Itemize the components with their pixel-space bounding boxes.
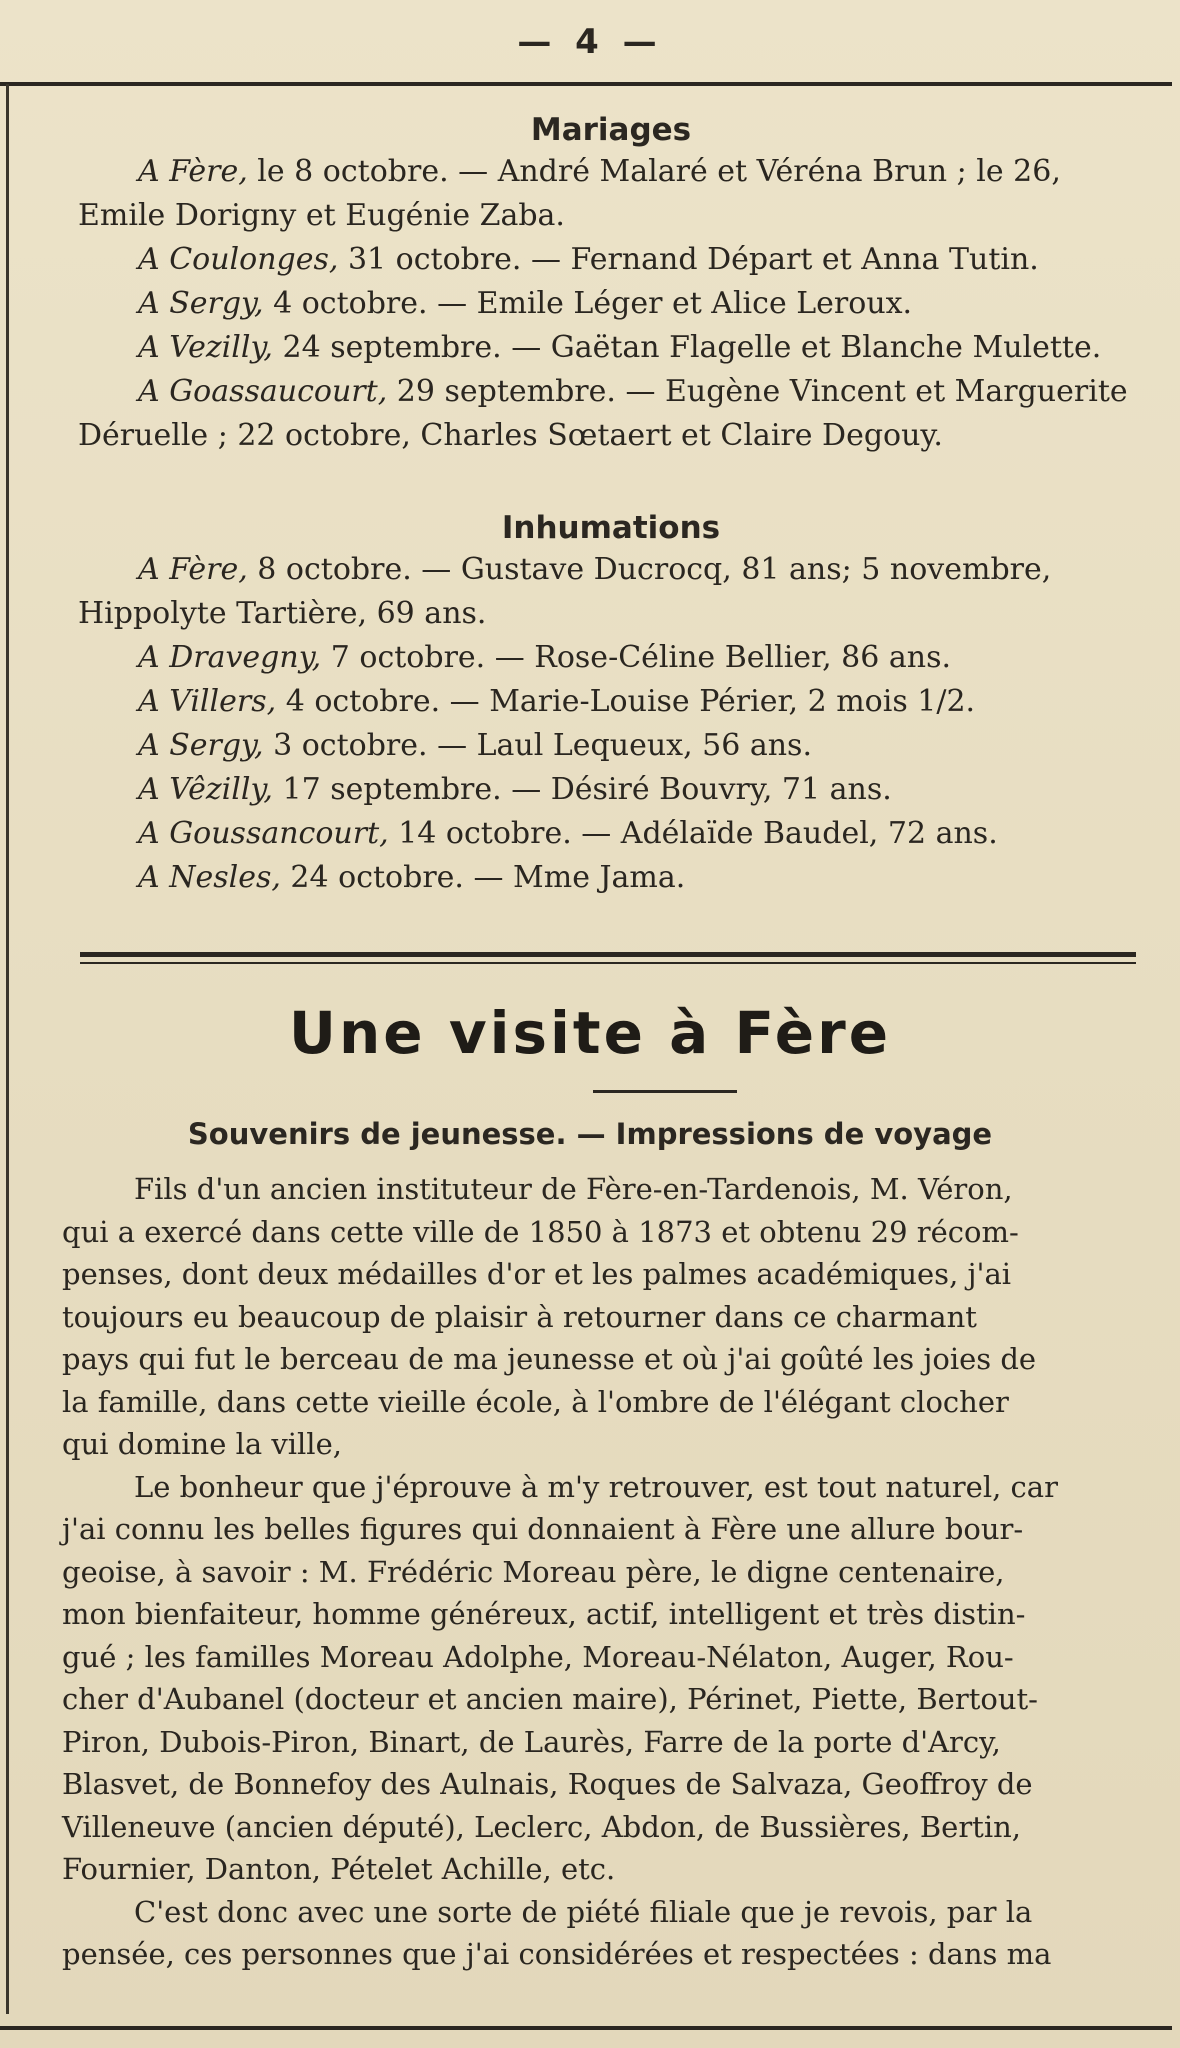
mariage-entry-text: Emile Dorigny et Eugénie Zaba. <box>78 198 565 233</box>
top-rule <box>0 82 1172 86</box>
inhumation-entry-text: 24 octobre. — Mme Jama. <box>280 860 686 895</box>
inhumation-entry-text: Hippolyte Tartière, 69 ans. <box>78 596 487 631</box>
article-text-line: geoise, à savoir : M. Frédéric Moreau père, le digne centenaire, <box>62 1554 1005 1589</box>
article-body <box>62 1168 1144 1976</box>
mariage-entry-line <box>78 238 1144 282</box>
inhumations-section <box>78 508 1144 900</box>
mariage-entry-line <box>78 326 1144 370</box>
inhumation-place-name: A Sergy, <box>138 728 264 763</box>
inhumation-entry-line <box>78 548 1144 592</box>
mariage-place-name: A Fère, <box>138 154 248 189</box>
article-text-line: C'est donc avec une sorte de piété filiale que je revois, par la <box>134 1894 1033 1929</box>
inhumation-entry-line <box>78 856 1144 900</box>
mariages-heading: Mariages <box>530 112 692 148</box>
mariages-section <box>78 110 1144 458</box>
mariage-entry-line <box>78 282 1144 326</box>
inhumation-place-name: A Goussancourt, <box>138 816 389 851</box>
title-underline <box>593 1090 737 1093</box>
article-text-line: la famille, dans cette vieille école, à l'ombre de l'élégant clocher <box>62 1384 1009 1419</box>
inhumation-entry-text: 7 octobre. — Rose-Céline Bellier, 86 ans. <box>321 640 952 675</box>
inhumation-entry-line <box>78 592 1144 636</box>
article-text-line: Villeneuve (ancien député), Leclerc, Abdon, de Bussières, Bertin, <box>62 1809 1022 1844</box>
inhumation-entry-text: 17 septembre. — Désiré Bouvry, 71 ans. <box>272 772 892 807</box>
mariage-place-name: A Sergy, <box>138 286 264 321</box>
mariage-entry-text: Déruelle ; 22 octobre, Charles Sœtaert et Claire Degouy. <box>78 418 943 453</box>
mariage-place-name: A Coulonges, <box>138 242 339 277</box>
inhumation-entry-text: 3 octobre. — Laul Lequeux, 56 ans. <box>263 728 812 763</box>
section-divider <box>80 952 1136 964</box>
article-text-line: Fournier, Danton, Pételet Achille, etc. <box>62 1852 616 1886</box>
inhumation-place-name: A Dravegny, <box>138 640 322 675</box>
inhumation-entry-line <box>78 768 1144 812</box>
page-number: — 4 — <box>517 22 663 62</box>
mariage-entry-text: 31 octobre. — Fernand Départ et Anna Tutin. <box>338 242 1039 277</box>
article-text-line: penses, dont deux médailles d'or et les palmes académiques, j'ai <box>62 1257 1012 1291</box>
article-text-line: mon bienfaiteur, homme généreux, actif, intelligent et très distin- <box>62 1597 1026 1631</box>
inhumation-entry-line <box>78 812 1144 856</box>
mariage-entry-text: le 8 octobre. — André Malaré et Véréna Brun ; le 26, <box>247 154 1061 189</box>
mariage-place-name: A Vezilly, <box>138 330 273 365</box>
mariage-entry-line <box>78 194 1144 238</box>
article-text-line: pensée, ces personnes que j'ai considérées et respectées : dans ma <box>62 1937 1052 1971</box>
article-text-line: qui domine la ville, <box>62 1427 342 1461</box>
mariage-entry-text: 24 septembre. — Gaëtan Flagelle et Blanche Mulette. <box>272 330 1102 365</box>
mariage-entry-line <box>78 414 1144 458</box>
article-text-line: toujours eu beaucoup de plaisir à retourner dans ce charmant <box>62 1299 977 1334</box>
article-text-line: pays qui fut le berceau de ma jeunesse et où j'ai goûté les joies de <box>62 1342 1037 1376</box>
inhumation-entry-text: 4 octobre. — Marie-Louise Périer, 2 mois 1/2. <box>276 684 976 719</box>
article-text-line: qui a exercé dans cette ville de 1850 à 1873 et obtenu 29 récom- <box>62 1214 1019 1249</box>
mariage-entry-text: 4 octobre. — Emile Léger et Alice Leroux. <box>263 286 913 321</box>
article-text-line: j'ai connu les belles figures qui donnaient à Fère une allure bour- <box>62 1512 1024 1546</box>
mariages-list <box>78 150 1144 458</box>
inhumation-entry-line <box>78 724 1144 768</box>
mariage-entry-line <box>78 370 1144 414</box>
inhumations-list <box>78 548 1144 900</box>
article-text-line: Blasvet, de Bonnefoy des Aulnais, Roques de Salvaza, Geoffroy de <box>62 1767 1033 1801</box>
article-subtitle: Souvenirs de jeunesse. — Impressions de voyage <box>187 1117 993 1151</box>
article-text-line: gué ; les familles Moreau Adolphe, Moreau-Nélaton, Auger, Rou- <box>62 1639 1014 1674</box>
inhumation-entry-line <box>78 680 1144 724</box>
inhumation-place-name: A Nesles, <box>138 860 281 895</box>
inhumation-place-name: A Fère, <box>138 552 248 587</box>
article-text-line: Le bonheur que j'éprouve à m'y retrouver, est tout naturel, car <box>134 1469 1058 1504</box>
bottom-rule <box>0 2026 1172 2030</box>
mariage-entry-text: 29 septembre. — Eugène Vincent et Marguerite <box>387 374 1128 409</box>
article-text-line: Piron, Dubois-Piron, Binart, de Laurès, Farre de la porte d'Arcy, <box>62 1724 1001 1759</box>
inhumation-entry-text: 8 octobre. — Gustave Ducrocq, 81 ans; 5 novembre, <box>247 552 1052 587</box>
inhumations-heading: Inhumations <box>501 510 721 546</box>
inhumation-entry-text: 14 octobre. — Adélaïde Baudel, 72 ans. <box>388 816 998 851</box>
inhumation-entry-line <box>78 636 1144 680</box>
mariage-place-name: A Goassaucourt, <box>138 374 388 409</box>
article-title: Une visite à Fère <box>288 999 892 1067</box>
inhumation-place-name: A Vêzilly, <box>138 772 273 807</box>
article-text-line: Fils d'un ancien instituteur de Fère-en-Tardenois, M. Véron, <box>134 1172 1013 1206</box>
article-text-line: cher d'Aubanel (docteur et ancien maire), Périnet, Piette, Bertout- <box>62 1682 1038 1716</box>
inhumation-place-name: A Villers, <box>138 684 277 719</box>
mariage-entry-line <box>78 150 1144 194</box>
